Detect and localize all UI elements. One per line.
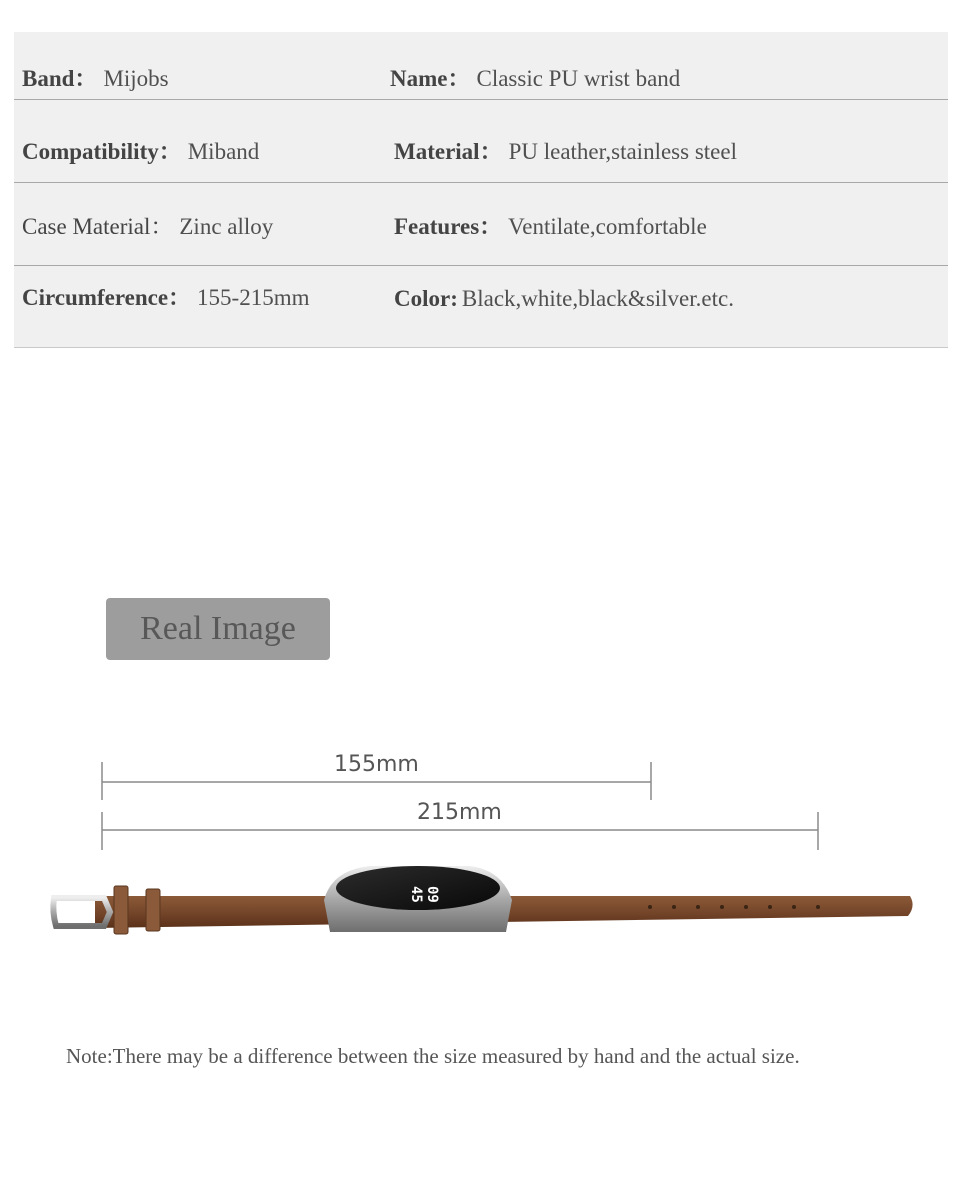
long-measure-label: 215mm xyxy=(417,800,502,825)
spec-value: Ventilate,comfortable xyxy=(508,214,707,239)
tracker-time-hours: 09 xyxy=(424,886,440,903)
spec-value: PU leather,stainless steel xyxy=(508,139,737,164)
spec-key: Compatibility： xyxy=(22,139,182,164)
spec-key: Circumference： xyxy=(22,285,192,310)
spec-row xyxy=(14,266,948,348)
spec-key: Color: xyxy=(394,286,458,311)
spec-value: 155-215mm xyxy=(197,285,310,310)
wristband-image xyxy=(40,860,920,950)
spec-table xyxy=(14,32,948,348)
spec-value: Zinc alloy xyxy=(179,214,274,239)
spec-row xyxy=(14,100,948,183)
spec-band xyxy=(22,60,169,93)
spec-color xyxy=(394,286,734,312)
spec-circumference xyxy=(22,279,309,312)
spec-key: Case Material： xyxy=(22,214,174,239)
size-note: Note:There may be a difference between the size measured by hand and the actual size. xyxy=(66,1044,800,1068)
real-image-badge xyxy=(106,598,330,660)
spec-value: Black,white,black&silver.etc. xyxy=(461,286,734,311)
spec-name xyxy=(390,60,680,93)
real-image-label: Real Image xyxy=(140,610,296,647)
strap-keeper xyxy=(114,886,128,934)
spec-material xyxy=(394,133,737,166)
strap-keeper xyxy=(146,889,160,931)
spec-row xyxy=(14,32,948,100)
spec-row xyxy=(14,183,948,266)
spec-key: Band： xyxy=(22,66,98,91)
short-measure-label: 155mm xyxy=(334,752,419,777)
spec-key: Name： xyxy=(390,66,471,91)
spec-key: Material： xyxy=(394,139,503,164)
spec-value: Miband xyxy=(187,139,260,164)
spec-case-material xyxy=(22,208,273,241)
spec-features xyxy=(394,208,707,241)
spec-key: Features： xyxy=(394,214,503,239)
spec-value: Classic PU wrist band xyxy=(476,66,681,91)
tracker-time-minutes: 45 xyxy=(408,886,424,903)
spec-compatibility xyxy=(22,133,259,166)
spec-value: Mijobs xyxy=(103,66,169,91)
